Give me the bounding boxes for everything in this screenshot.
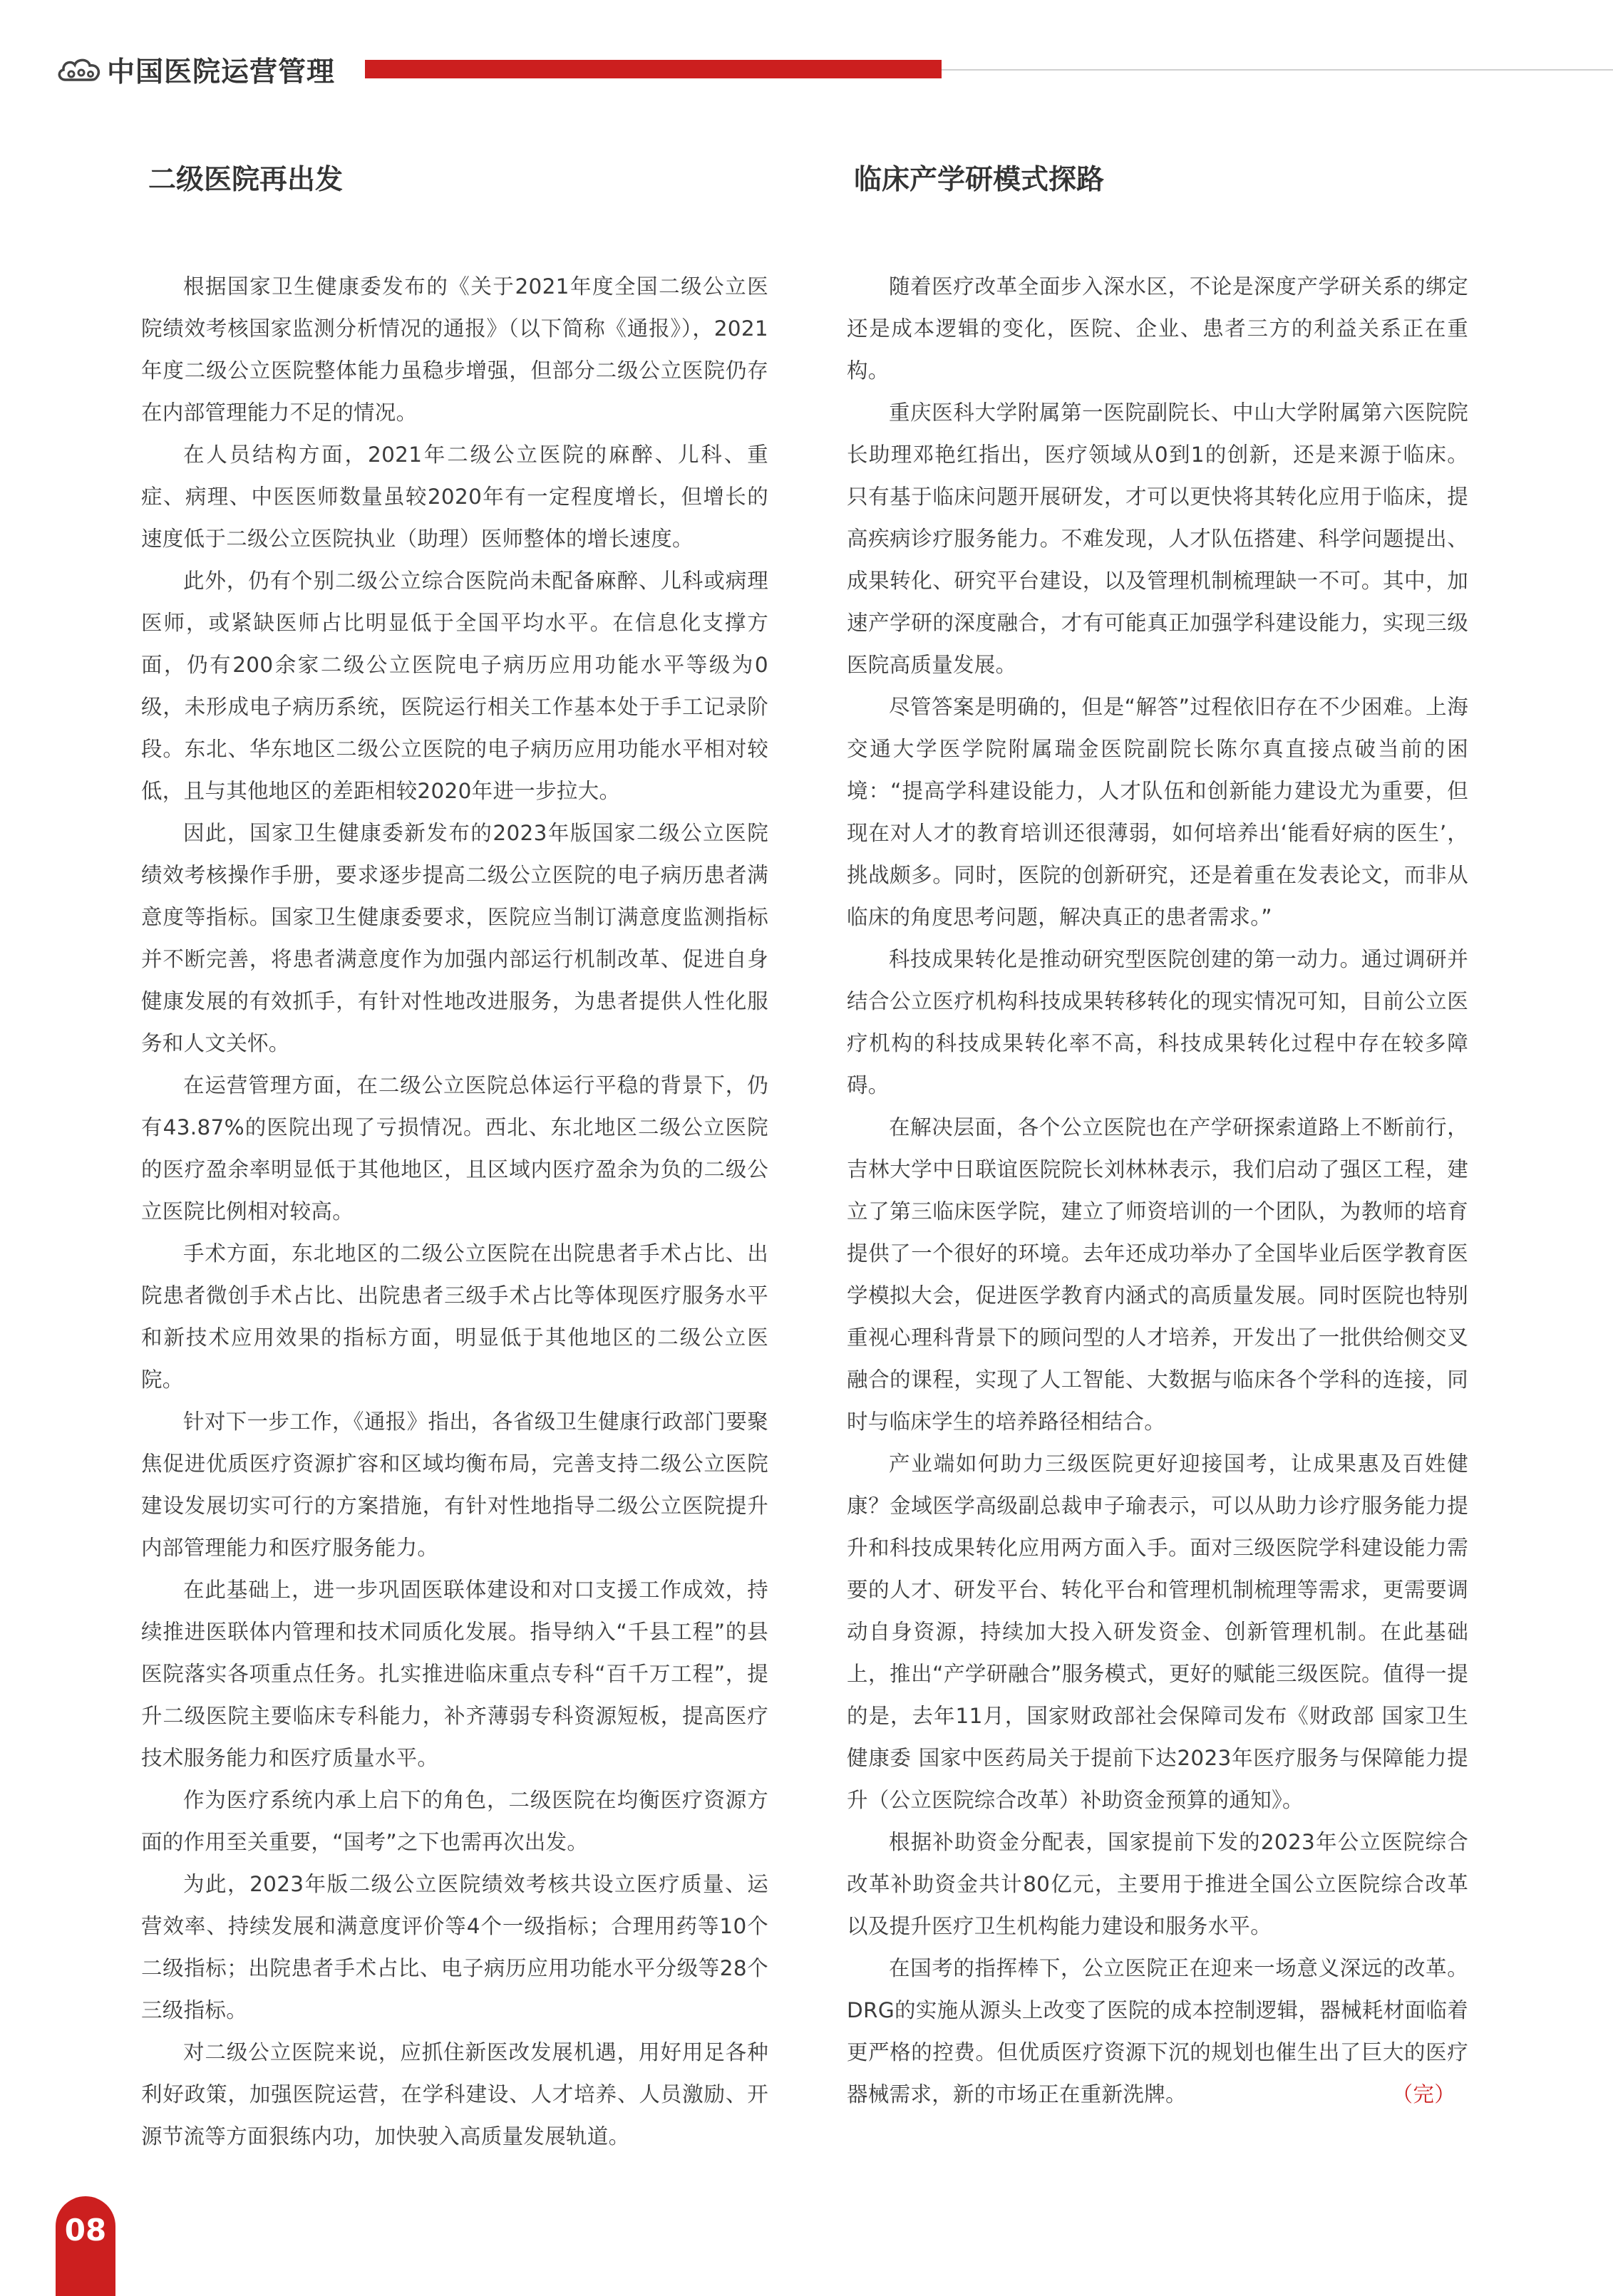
final-paragraph [847, 1948, 1468, 2116]
paragraph: 手术方面，东北地区的二级公立医院在出院患者手术占比、出院患者微创手术占比、出院患者三级手术占比等体现医疗服务水平和新技术应用效果的指标方面，明显低于其他地区的二级公立医院。 [141, 1241, 768, 1392]
section-title-right: 临床产学研模式探路 [854, 164, 1105, 196]
header-divider-line [942, 69, 1613, 71]
paragraph: 为此，2023年版二级公立医院绩效考核共设立医疗质量、运营效率、持续发展和满意度评价等4个一级指标；合理用药等10个二级指标；出院患者手术占比、电子病历应用功能水平分级等28个三级指标。 [141, 1872, 768, 2022]
left-column [141, 153, 768, 2158]
cloud-logo-icon [56, 56, 103, 84]
paragraph: 科技成果转化是推动研究型医院创建的第一动力。通过调研并结合公立医疗机构科技成果转移转化的现实情况可知，目前公立医疗机构的科技成果转化率不高，科技成果转化过程中存在较多障碍。 [847, 947, 1468, 1097]
paragraph: 产业端如何助力三级医院更好迎接国考，让成果惠及百姓健康？金域医学高级副总裁申子瑜表示，可以从助力诊疗服务能力提升和科技成果转化应用两方面入手。面对三级医院学科建设能力需要的人才、研发平台、转化平台和管理机制梳理等需求，更需要调动自身资源，持续加大投入研发资金、创新管理机制。在此基础上，推出“产学研融合”服务模式，更好的赋能三级医院。值得一提的是，去年11月，国家财政部社会保障司发布《财政部 国家卫生健康委 国家中医药局关于提前下达2023年医疗服务与保障能力提升（公立医院综合改革）补助资金预算的通知》。 [847, 1452, 1468, 1812]
paragraph: 在人员结构方面，2021年二级公立医院的麻醉、儿科、重症、病理、中医医师数量虽较2020年有一定程度增长，但增长的速度低于二级公立医院执业（助理）医师整体的增长速度。 [141, 443, 768, 551]
paragraph: 在解决层面，各个公立医院也在产学研探索道路上不断前行，吉林大学中日联谊医院院长刘林林表示，我们启动了强区工程，建立了第三临床医学院，建立了师资培训的一个团队，为教师的培育提供了一个很好的环境。去年还成功举办了全国毕业后医学教育医学模拟大会，促进医学教育内涵式的高质量发展。同时医院也特别重视心理科背景下的顾问型的人才培养，开发出了一批供给侧交叉融合的课程，实现了人工智能、大数据与临床各个学科的连接，同时与临床学生的培养路径相结合。 [847, 1115, 1468, 1434]
header-accent-bar [365, 60, 942, 78]
paragraph: 在此基础上，进一步巩固医联体建设和对口支援工作成效，持续推进医联体内管理和技术同质化发展。指导纳入“千县工程”的县医院落实各项重点任务。扎实推进临床重点专科“百千万工程”，提升二级医院主要临床专科能力，补齐薄弱专科资源短板，提高医疗技术服务能力和医疗质量水平。 [141, 1578, 768, 1770]
brand-title: 中国医院运营管理 [107, 56, 336, 88]
paragraph: 根据补助资金分配表，国家提前下发的2023年公立医院综合改革补助资金共计80亿元，主要用于推进全国公立医院综合改革以及提升医疗卫生机构能力建设和服务水平。 [847, 1830, 1468, 1938]
paragraph: 尽管答案是明确的，但是“解答”过程依旧存在不少困难。上海交通大学医学院附属瑞金医院副院长陈尔真直接点破当前的困境：“提高学科建设能力，人才队伍和创新能力建设尤为重要，但现在对人才的教育培训还很薄弱，如何培养出‘能看好病的医生’，挑战颇多。同时，医院的创新研究，还是着重在发表论文，而非从临床的角度思考问题，解决真正的患者需求。” [847, 695, 1468, 929]
paragraph: 此外，仍有个别二级公立综合医院尚未配备麻醉、儿科或病理医师，或紧缺医师占比明显低于全国平均水平。在信息化支撑方面，仍有200余家二级公立医院电子病历应用功能水平等级为0级，未形成电子病历系统，医院运行相关工作基本处于手工记录阶段。东北、华东地区二级公立医院的电子病历应用功能水平相对较低，且与其他地区的差距相较2020年进一步拉大。 [141, 569, 768, 803]
end-mark: （完） [1391, 2082, 1455, 2106]
paragraph-text: 在国考的指挥棒下，公立医院正在迎来一场意义深远的改革。DRG的实施从源头上改变了医院的成本控制逻辑，器械耗材面临着更严格的控费。但优质医疗资源下沉的规划也催生出了巨大的医疗器械需求，新的市场正在重新洗牌。 [847, 1956, 1468, 2106]
right-column [847, 153, 1468, 2116]
paragraph: 对二级公立医院来说，应抓住新医改发展机遇，用好用足各种利好政策，加强医院运营，在学科建设、人才培养、人员激励、开源节流等方面狠练内功，加快驶入高质量发展轨道。 [141, 2040, 768, 2148]
paragraph: 因此，国家卫生健康委新发布的2023年版国家二级公立医院绩效考核操作手册，要求逐步提高二级公立医院的电子病历患者满意度等指标。国家卫生健康委要求，医院应当制订满意度监测指标并不断完善，将患者满意度作为加强内部运行机制改革、促进自身健康发展的有效抓手，有针对性地改进服务，为患者提供人性化服务和人文关怀。 [141, 821, 768, 1055]
page-header [0, 0, 1613, 143]
section-title-left: 二级医院再出发 [148, 164, 344, 196]
paragraph: 在运营管理方面，在二级公立医院总体运行平稳的背景下，仍有43.87%的医院出现了亏损情况。西北、东北地区二级公立医院的医疗盈余率明显低于其他地区，且区域内医疗盈余为负的二级公立医院比例相对较高。 [141, 1073, 768, 1224]
page-number: 08 [64, 2213, 107, 2248]
paragraph: 针对下一步工作，《通报》指出，各省级卫生健康行政部门要聚焦促进优质医疗资源扩容和区域均衡布局，完善支持二级公立医院建设发展切实可行的方案措施，有针对性地指导二级公立医院提升内部管理能力和医疗服务能力。 [141, 1410, 768, 1560]
paragraph: 随着医疗改革全面步入深水区，不论是深度产学研关系的绑定还是成本逻辑的变化，医院、企业、患者三方的利益关系正在重构。 [847, 274, 1468, 383]
paragraph: 根据国家卫生健康委发布的《关于2021年度全国二级公立医院绩效考核国家监测分析情况的通报》（以下简称《通报》），2021年度二级公立医院整体能力虽稳步增强，但部分二级公立医院仍存在内部管理能力不足的情况。 [141, 274, 768, 425]
paragraph: 作为医疗系统内承上启下的角色，二级医院在均衡医疗资源方面的作用至关重要，“国考”之下也需再次出发。 [141, 1788, 768, 1854]
paragraph: 重庆医科大学附属第一医院副院长、中山大学附属第六医院院长助理邓艳红指出，医疗领域从0到1的创新，还是来源于临床。只有基于临床问题开展研发，才可以更快将其转化应用于临床，提高疾病诊疗服务能力。不难发现，人才队伍搭建、科学问题提出、成果转化、研究平台建设，以及管理机制梳理缺一不可。其中，加速产学研的深度融合，才有可能真正加强学科建设能力，实现三级医院高质量发展。 [847, 400, 1468, 677]
